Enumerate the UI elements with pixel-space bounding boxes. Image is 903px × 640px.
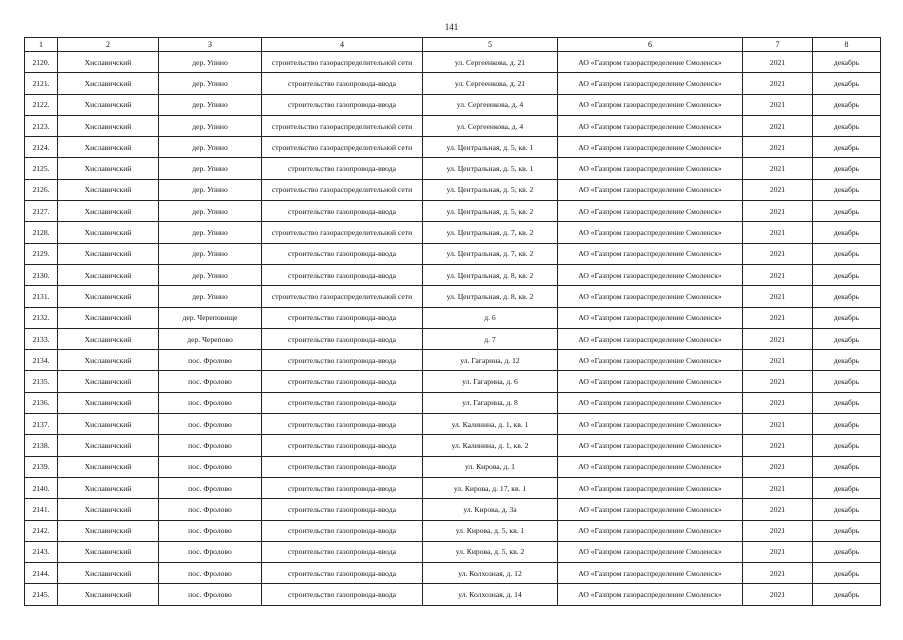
month-cell: декабрь — [813, 563, 881, 584]
month-cell: декабрь — [813, 94, 881, 115]
row-number-cell: 2138. — [25, 435, 58, 456]
month-cell: декабрь — [813, 243, 881, 264]
address-cell: ул. Центральная, д. 5, кв. 1 — [423, 158, 558, 179]
settlement-cell: дер. Упино — [159, 179, 262, 200]
row-number-cell: 2137. — [25, 414, 58, 435]
month-cell: декабрь — [813, 499, 881, 520]
work-type-cell: строительство газораспределительной сети — [262, 52, 423, 73]
settlement-cell: пос. Фролово — [159, 350, 262, 371]
row-number-cell: 2136. — [25, 392, 58, 413]
address-cell: ул. Гагарина, д. 8 — [423, 392, 558, 413]
column-number-row — [25, 38, 881, 52]
row-number-cell: 2120. — [25, 52, 58, 73]
row-number-cell: 2141. — [25, 499, 58, 520]
settlement-cell: пос. Фролово — [159, 584, 262, 605]
work-type-cell: строительство газопровода-ввода — [262, 243, 423, 264]
settlement-cell: дер. Череповище — [159, 307, 262, 328]
year-cell: 2021 — [743, 243, 813, 264]
address-cell: ул. Центральная, д. 7, кв. 2 — [423, 243, 558, 264]
year-cell: 2021 — [743, 392, 813, 413]
column-header: 7 — [743, 38, 813, 52]
table-row — [25, 307, 881, 328]
work-type-cell: строительство газораспределительной сети — [262, 179, 423, 200]
table-row — [25, 286, 881, 307]
organization-cell: АО «Газпром газораспределение Смоленск» — [558, 414, 743, 435]
address-cell: ул. Сергеенкова, д. 4 — [423, 115, 558, 136]
work-type-cell: строительство газопровода-ввода — [262, 584, 423, 605]
year-cell: 2021 — [743, 499, 813, 520]
address-cell: ул. Колхозная, д. 14 — [423, 584, 558, 605]
address-cell: ул. Сергеенкова, д. 21 — [423, 73, 558, 94]
column-header: 8 — [813, 38, 881, 52]
settlement-cell: дер. Упино — [159, 222, 262, 243]
row-number-cell: 2140. — [25, 477, 58, 498]
table-row — [25, 52, 881, 73]
row-number-cell: 2121. — [25, 73, 58, 94]
row-number-cell: 2129. — [25, 243, 58, 264]
organization-cell: АО «Газпром газораспределение Смоленск» — [558, 158, 743, 179]
address-cell: ул. Кирова, д. 5, кв. 1 — [423, 520, 558, 541]
address-cell: ул. Центральная, д. 5, кв. 2 — [423, 179, 558, 200]
address-cell: ул. Кирова, д. 17, кв. 1 — [423, 477, 558, 498]
district-cell: Хиславичский — [58, 584, 159, 605]
year-cell: 2021 — [743, 264, 813, 285]
settlement-cell: дер. Упино — [159, 264, 262, 285]
month-cell: декабрь — [813, 414, 881, 435]
organization-cell: АО «Газпром газораспределение Смоленск» — [558, 563, 743, 584]
row-number-cell: 2145. — [25, 584, 58, 605]
work-type-cell: строительство газопровода-ввода — [262, 307, 423, 328]
year-cell: 2021 — [743, 115, 813, 136]
work-type-cell: строительство газопровода-ввода — [262, 264, 423, 285]
table-row — [25, 371, 881, 392]
year-cell: 2021 — [743, 584, 813, 605]
organization-cell: АО «Газпром газораспределение Смоленск» — [558, 222, 743, 243]
address-cell: ул. Сергеенкова, д. 4 — [423, 94, 558, 115]
district-cell: Хиславичский — [58, 115, 159, 136]
month-cell: декабрь — [813, 179, 881, 200]
month-cell: декабрь — [813, 158, 881, 179]
month-cell: декабрь — [813, 286, 881, 307]
row-number-cell: 2135. — [25, 371, 58, 392]
organization-cell: АО «Газпром газораспределение Смоленск» — [558, 392, 743, 413]
row-number-cell: 2134. — [25, 350, 58, 371]
district-cell: Хиславичский — [58, 201, 159, 222]
year-cell: 2021 — [743, 179, 813, 200]
organization-cell: АО «Газпром газораспределение Смоленск» — [558, 371, 743, 392]
work-type-cell: строительство газопровода-ввода — [262, 201, 423, 222]
table-row — [25, 520, 881, 541]
row-number-cell: 2139. — [25, 456, 58, 477]
district-cell: Хиславичский — [58, 477, 159, 498]
table-row — [25, 243, 881, 264]
row-number-cell: 2142. — [25, 520, 58, 541]
settlement-cell: дер. Упино — [159, 286, 262, 307]
address-cell: ул. Калинина, д. 1, кв. 2 — [423, 435, 558, 456]
address-cell: ул. Центральная, д. 5, кв. 1 — [423, 137, 558, 158]
district-cell: Хиславичский — [58, 307, 159, 328]
district-cell: Хиславичский — [58, 222, 159, 243]
district-cell: Хиславичский — [58, 563, 159, 584]
table-row — [25, 222, 881, 243]
year-cell: 2021 — [743, 137, 813, 158]
settlement-cell: дер. Упино — [159, 158, 262, 179]
row-number-cell: 2144. — [25, 563, 58, 584]
row-number-cell: 2127. — [25, 201, 58, 222]
table-row — [25, 115, 881, 136]
table-row — [25, 563, 881, 584]
settlement-cell: пос. Фролово — [159, 499, 262, 520]
district-cell: Хиславичский — [58, 158, 159, 179]
year-cell: 2021 — [743, 414, 813, 435]
month-cell: декабрь — [813, 52, 881, 73]
settlement-cell: пос. Фролово — [159, 541, 262, 562]
year-cell: 2021 — [743, 52, 813, 73]
year-cell: 2021 — [743, 328, 813, 349]
district-cell: Хиславичский — [58, 179, 159, 200]
row-number-cell: 2126. — [25, 179, 58, 200]
month-cell: декабрь — [813, 435, 881, 456]
table-row — [25, 137, 881, 158]
district-cell: Хиславичский — [58, 243, 159, 264]
settlement-cell: дер. Упино — [159, 243, 262, 264]
table-row — [25, 541, 881, 562]
organization-cell: АО «Газпром газораспределение Смоленск» — [558, 541, 743, 562]
work-type-cell: строительство газопровода-ввода — [262, 158, 423, 179]
month-cell: декабрь — [813, 371, 881, 392]
organization-cell: АО «Газпром газораспределение Смоленск» — [558, 435, 743, 456]
month-cell: декабрь — [813, 201, 881, 222]
month-cell: декабрь — [813, 137, 881, 158]
settlement-cell: дер. Упино — [159, 94, 262, 115]
settlement-cell: пос. Фролово — [159, 456, 262, 477]
gasification-register-table — [24, 37, 881, 606]
settlement-cell: пос. Фролово — [159, 371, 262, 392]
table-row — [25, 350, 881, 371]
row-number-cell: 2122. — [25, 94, 58, 115]
table-row — [25, 94, 881, 115]
month-cell: декабрь — [813, 584, 881, 605]
page-number: 141 — [444, 22, 459, 32]
settlement-cell: дер. Упино — [159, 52, 262, 73]
organization-cell: АО «Газпром газораспределение Смоленск» — [558, 201, 743, 222]
table-row — [25, 456, 881, 477]
year-cell: 2021 — [743, 371, 813, 392]
month-cell: декабрь — [813, 115, 881, 136]
organization-cell: АО «Газпром газораспределение Смоленск» — [558, 264, 743, 285]
row-number-cell: 2132. — [25, 307, 58, 328]
year-cell: 2021 — [743, 222, 813, 243]
district-cell: Хиславичский — [58, 520, 159, 541]
work-type-cell: строительство газопровода-ввода — [262, 541, 423, 562]
work-type-cell: строительство газопровода-ввода — [262, 350, 423, 371]
address-cell: ул. Центральная, д. 8, кв. 2 — [423, 264, 558, 285]
month-cell: декабрь — [813, 222, 881, 243]
work-type-cell: строительство газопровода-ввода — [262, 371, 423, 392]
table-row — [25, 264, 881, 285]
month-cell: декабрь — [813, 328, 881, 349]
settlement-cell: пос. Фролово — [159, 563, 262, 584]
year-cell: 2021 — [743, 73, 813, 94]
table-body — [25, 52, 881, 606]
settlement-cell: пос. Фролово — [159, 392, 262, 413]
district-cell: Хиславичский — [58, 371, 159, 392]
work-type-cell: строительство газопровода-ввода — [262, 392, 423, 413]
district-cell: Хиславичский — [58, 52, 159, 73]
organization-cell: АО «Газпром газораспределение Смоленск» — [558, 52, 743, 73]
work-type-cell: строительство газораспределительной сети — [262, 137, 423, 158]
table-row — [25, 73, 881, 94]
district-cell: Хиславичский — [58, 73, 159, 94]
row-number-cell: 2143. — [25, 541, 58, 562]
year-cell: 2021 — [743, 520, 813, 541]
settlement-cell: пос. Фролово — [159, 435, 262, 456]
district-cell: Хиславичский — [58, 94, 159, 115]
address-cell: ул. Сергеенкова, д. 21 — [423, 52, 558, 73]
month-cell: декабрь — [813, 350, 881, 371]
year-cell: 2021 — [743, 286, 813, 307]
table-row — [25, 499, 881, 520]
district-cell: Хиславичский — [58, 499, 159, 520]
address-cell: ул. Гагарина, д. 12 — [423, 350, 558, 371]
year-cell: 2021 — [743, 477, 813, 498]
year-cell: 2021 — [743, 201, 813, 222]
address-cell: д. 6 — [423, 307, 558, 328]
organization-cell: АО «Газпром газораспределение Смоленск» — [558, 115, 743, 136]
row-number-cell: 2130. — [25, 264, 58, 285]
column-header: 4 — [262, 38, 423, 52]
organization-cell: АО «Газпром газораспределение Смоленск» — [558, 94, 743, 115]
address-cell: ул. Центральная, д. 8, кв. 2 — [423, 286, 558, 307]
address-cell: ул. Калинина, д. 1, кв. 1 — [423, 414, 558, 435]
column-header: 1 — [25, 38, 58, 52]
row-number-cell: 2123. — [25, 115, 58, 136]
work-type-cell: строительство газопровода-ввода — [262, 328, 423, 349]
organization-cell: АО «Газпром газораспределение Смоленск» — [558, 328, 743, 349]
table-row — [25, 477, 881, 498]
settlement-cell: пос. Фролово — [159, 414, 262, 435]
row-number-cell: 2125. — [25, 158, 58, 179]
row-number-cell: 2133. — [25, 328, 58, 349]
address-cell: ул. Центральная, д. 7, кв. 2 — [423, 222, 558, 243]
district-cell: Хиславичский — [58, 264, 159, 285]
district-cell: Хиславичский — [58, 456, 159, 477]
organization-cell: АО «Газпром газораспределение Смоленск» — [558, 477, 743, 498]
settlement-cell: дер. Упино — [159, 115, 262, 136]
organization-cell: АО «Газпром газораспределение Смоленск» — [558, 350, 743, 371]
month-cell: декабрь — [813, 264, 881, 285]
address-cell: ул. Кирова, д. 1 — [423, 456, 558, 477]
district-cell: Хиславичский — [58, 286, 159, 307]
settlement-cell: дер. Черепово — [159, 328, 262, 349]
table-row — [25, 158, 881, 179]
work-type-cell: строительство газопровода-ввода — [262, 477, 423, 498]
work-type-cell: строительство газопровода-ввода — [262, 499, 423, 520]
work-type-cell: строительство газопровода-ввода — [262, 435, 423, 456]
district-cell: Хиславичский — [58, 137, 159, 158]
column-header: 5 — [423, 38, 558, 52]
organization-cell: АО «Газпром газораспределение Смоленск» — [558, 456, 743, 477]
year-cell: 2021 — [743, 456, 813, 477]
district-cell: Хиславичский — [58, 350, 159, 371]
year-cell: 2021 — [743, 158, 813, 179]
month-cell: декабрь — [813, 541, 881, 562]
settlement-cell: пос. Фролово — [159, 520, 262, 541]
district-cell: Хиславичский — [58, 414, 159, 435]
work-type-cell: строительство газопровода-ввода — [262, 456, 423, 477]
district-cell: Хиславичский — [58, 541, 159, 562]
organization-cell: АО «Газпром газораспределение Смоленск» — [558, 243, 743, 264]
organization-cell: АО «Газпром газораспределение Смоленск» — [558, 520, 743, 541]
organization-cell: АО «Газпром газораспределение Смоленск» — [558, 499, 743, 520]
district-cell: Хиславичский — [58, 392, 159, 413]
address-cell: ул. Кирова, д. 5, кв. 2 — [423, 541, 558, 562]
table-row — [25, 584, 881, 605]
year-cell: 2021 — [743, 541, 813, 562]
year-cell: 2021 — [743, 563, 813, 584]
organization-cell: АО «Газпром газораспределение Смоленск» — [558, 73, 743, 94]
year-cell: 2021 — [743, 350, 813, 371]
month-cell: декабрь — [813, 456, 881, 477]
table-row — [25, 414, 881, 435]
address-cell: ул. Колхозная, д. 12 — [423, 563, 558, 584]
work-type-cell: строительство газораспределительной сети — [262, 222, 423, 243]
work-type-cell: строительство газопровода-ввода — [262, 94, 423, 115]
month-cell: декабрь — [813, 477, 881, 498]
settlement-cell: дер. Упино — [159, 201, 262, 222]
table-row — [25, 435, 881, 456]
table-row — [25, 392, 881, 413]
organization-cell: АО «Газпром газораспределение Смоленск» — [558, 307, 743, 328]
table-row — [25, 179, 881, 200]
year-cell: 2021 — [743, 94, 813, 115]
district-cell: Хиславичский — [58, 435, 159, 456]
work-type-cell: строительство газопровода-ввода — [262, 73, 423, 94]
row-number-cell: 2128. — [25, 222, 58, 243]
table-row — [25, 328, 881, 349]
settlement-cell: дер. Упино — [159, 73, 262, 94]
column-header: 2 — [58, 38, 159, 52]
address-cell: ул. Центральная, д. 5, кв. 2 — [423, 201, 558, 222]
column-header: 6 — [558, 38, 743, 52]
address-cell: ул. Гагарина, д. 6 — [423, 371, 558, 392]
settlement-cell: пос. Фролово — [159, 477, 262, 498]
organization-cell: АО «Газпром газораспределение Смоленск» — [558, 137, 743, 158]
row-number-cell: 2131. — [25, 286, 58, 307]
organization-cell: АО «Газпром газораспределение Смоленск» — [558, 584, 743, 605]
address-cell: ул. Кирова, д. 3а — [423, 499, 558, 520]
work-type-cell: строительство газораспределительной сети — [262, 286, 423, 307]
work-type-cell: строительство газопровода-ввода — [262, 520, 423, 541]
month-cell: декабрь — [813, 73, 881, 94]
work-type-cell: строительство газопровода-ввода — [262, 563, 423, 584]
organization-cell: АО «Газпром газораспределение Смоленск» — [558, 286, 743, 307]
district-cell: Хиславичский — [58, 328, 159, 349]
work-type-cell: строительство газопровода-ввода — [262, 414, 423, 435]
month-cell: декабрь — [813, 392, 881, 413]
work-type-cell: строительство газораспределительной сети — [262, 115, 423, 136]
year-cell: 2021 — [743, 307, 813, 328]
year-cell: 2021 — [743, 435, 813, 456]
row-number-cell: 2124. — [25, 137, 58, 158]
table-row — [25, 201, 881, 222]
organization-cell: АО «Газпром газораспределение Смоленск» — [558, 179, 743, 200]
settlement-cell: дер. Упино — [159, 137, 262, 158]
address-cell: д. 7 — [423, 328, 558, 349]
column-header: 3 — [159, 38, 262, 52]
month-cell: декабрь — [813, 307, 881, 328]
month-cell: декабрь — [813, 520, 881, 541]
